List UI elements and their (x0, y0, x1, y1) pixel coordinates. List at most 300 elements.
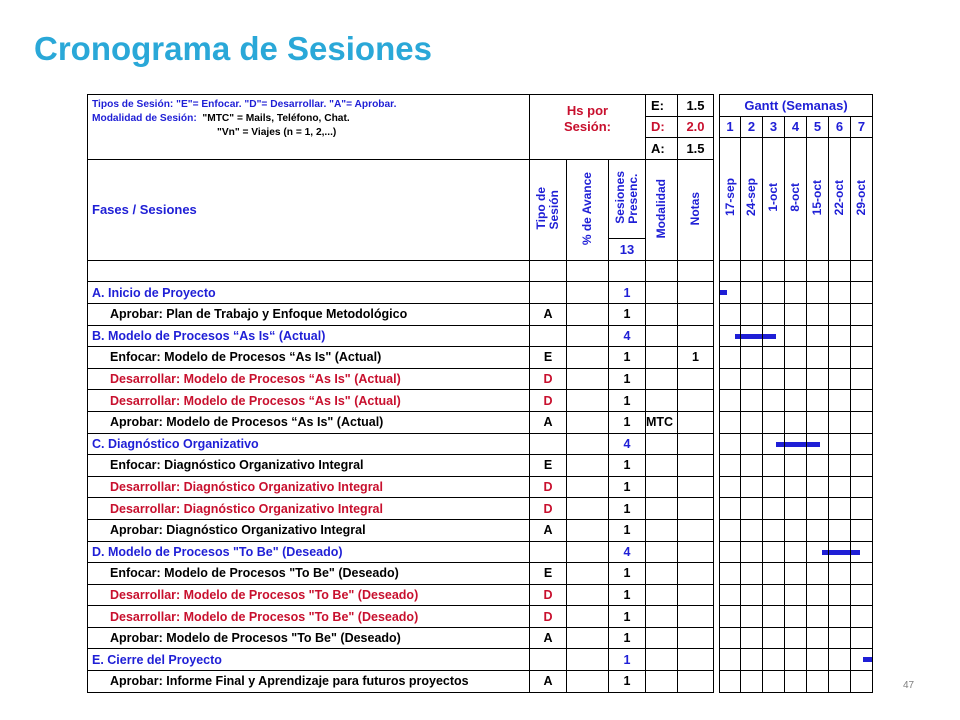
session-type: D (530, 390, 567, 412)
session-type: E (530, 563, 567, 585)
week-date: 8-oct (785, 138, 807, 261)
session-row (88, 411, 873, 433)
progress-cell (567, 476, 609, 498)
session-count: 1 (609, 282, 646, 304)
gantt-cell (851, 390, 873, 412)
session-count: 1 (609, 347, 646, 369)
phase-row (88, 541, 873, 563)
session-label: Enfocar: Diagnóstico Organizativo Integral (88, 455, 530, 477)
session-type (530, 541, 567, 563)
gantt-cell (829, 671, 851, 693)
gantt-cell (763, 649, 785, 671)
gantt-cell (741, 541, 763, 563)
gantt-cell (851, 455, 873, 477)
gantt-cell (851, 476, 873, 498)
gantt-cell (785, 563, 807, 585)
progress-cell (567, 563, 609, 585)
gantt-cell (829, 325, 851, 347)
gantt-cell (720, 563, 741, 585)
session-count: 1 (609, 303, 646, 325)
session-modality: MTC (646, 411, 678, 433)
session-count: 1 (609, 390, 646, 412)
session-notes (678, 627, 714, 649)
gantt-cell (741, 627, 763, 649)
progress-cell (567, 411, 609, 433)
gantt-cell (807, 563, 829, 585)
gantt-cell (763, 541, 785, 563)
gantt-cell (763, 671, 785, 693)
gantt-cell (829, 498, 851, 520)
gantt-cell (851, 671, 873, 693)
session-label: Aprobar: Modelo de Procesos “As Is" (Actual) (88, 411, 530, 433)
gantt-cell (763, 627, 785, 649)
gantt-cell (851, 519, 873, 541)
gantt-cell (741, 563, 763, 585)
gantt-cell (785, 541, 807, 563)
hours-per-session-header (530, 95, 646, 160)
gantt-cell (741, 671, 763, 693)
session-modality (646, 433, 678, 455)
progress-cell (567, 671, 609, 693)
gantt-cell (851, 498, 873, 520)
gantt-cell (807, 627, 829, 649)
gantt-cell (741, 368, 763, 390)
gantt-cell (763, 476, 785, 498)
session-type (530, 649, 567, 671)
gantt-cell (741, 476, 763, 498)
session-type: D (530, 606, 567, 628)
gantt-cell (720, 584, 741, 606)
gantt-cell (785, 519, 807, 541)
gantt-cell (807, 282, 829, 304)
session-count: 1 (609, 498, 646, 520)
session-type: D (530, 498, 567, 520)
hours-type-a-label: A: (646, 138, 678, 160)
week-number: 2 (741, 116, 763, 138)
progress-cell (567, 584, 609, 606)
session-label: Enfocar: Modelo de Procesos “As Is" (Actual) (88, 347, 530, 369)
session-row (88, 347, 873, 369)
sesiones-header: Sesiones Presenc. (609, 159, 646, 238)
session-type: A (530, 303, 567, 325)
gantt-cell (785, 627, 807, 649)
session-type: E (530, 347, 567, 369)
session-type: E (530, 455, 567, 477)
session-count: 1 (609, 476, 646, 498)
gantt-cell (741, 433, 763, 455)
gantt-cell (741, 455, 763, 477)
session-type (530, 282, 567, 304)
gantt-cell (829, 606, 851, 628)
hours-type-d-value: 2.0 (678, 116, 714, 138)
header-row-1 (88, 95, 873, 117)
progress-cell (567, 347, 609, 369)
gantt-cell (720, 347, 741, 369)
sesiones-total: 13 (609, 238, 646, 260)
hours-type-d-label: D: (646, 116, 678, 138)
gantt-cell (851, 303, 873, 325)
session-label: Enfocar: Modelo de Procesos "To Be" (Deseado) (88, 563, 530, 585)
gantt-cell (829, 455, 851, 477)
tipo-header: Tipo de Sesión (530, 159, 567, 260)
session-type: D (530, 368, 567, 390)
session-count: 4 (609, 541, 646, 563)
gantt-bar (720, 290, 727, 295)
phase-row (88, 282, 873, 304)
gantt-cell (807, 519, 829, 541)
gantt-cell (720, 455, 741, 477)
session-label: Desarrollar: Modelo de Procesos “As Is" (Actual) (88, 368, 530, 390)
gantt-cell (829, 390, 851, 412)
session-count: 4 (609, 433, 646, 455)
gantt-cell (763, 347, 785, 369)
gantt-cell (851, 627, 873, 649)
session-modality (646, 303, 678, 325)
session-notes (678, 519, 714, 541)
fases-header: Fases / Sesiones (88, 159, 530, 260)
session-modality (646, 671, 678, 693)
gantt-bar (785, 442, 807, 447)
gantt-cell (807, 584, 829, 606)
phase-label: B. Modelo de Procesos “As Is“ (Actual) (88, 325, 530, 347)
gantt-cell (763, 498, 785, 520)
gantt-cell (741, 390, 763, 412)
legend-viajes: "Vn" = Viajes (n = 1, 2,...) (217, 127, 337, 138)
gantt-cell (741, 325, 763, 347)
gantt-cell (807, 541, 829, 563)
gantt-cell (720, 606, 741, 628)
session-count: 1 (609, 519, 646, 541)
session-label: Desarrollar: Diagnóstico Organizativo Integral (88, 476, 530, 498)
session-label: Aprobar: Diagnóstico Organizativo Integral (88, 519, 530, 541)
gantt-bar (851, 550, 860, 555)
gantt-cell (851, 347, 873, 369)
week-date: 24-sep (741, 138, 763, 261)
week-date: 1-oct (763, 138, 785, 261)
phase-label: D. Modelo de Procesos "To Be" (Deseado) (88, 541, 530, 563)
gantt-cell (741, 347, 763, 369)
gantt-cell (720, 390, 741, 412)
gantt-cell (829, 519, 851, 541)
gantt-cell (763, 368, 785, 390)
gantt-bar (863, 657, 872, 662)
gantt-cell (829, 411, 851, 433)
session-notes (678, 498, 714, 520)
gantt-cell (829, 563, 851, 585)
session-notes (678, 476, 714, 498)
session-count: 1 (609, 368, 646, 390)
gantt-cell (741, 606, 763, 628)
progress-cell (567, 325, 609, 347)
gantt-bar (776, 442, 784, 447)
gantt-cell (785, 282, 807, 304)
progress-cell (567, 627, 609, 649)
session-type: A (530, 627, 567, 649)
session-type: A (530, 411, 567, 433)
gantt-cell (720, 498, 741, 520)
gantt-cell (785, 325, 807, 347)
session-row (88, 606, 873, 628)
session-count: 4 (609, 325, 646, 347)
phase-label: A. Inicio de Proyecto (88, 282, 530, 304)
week-date: 15-oct (807, 138, 829, 261)
gantt-cell (807, 433, 829, 455)
phase-row (88, 325, 873, 347)
gantt-cell (807, 325, 829, 347)
gantt-cell (741, 282, 763, 304)
session-notes (678, 303, 714, 325)
progress-cell (567, 368, 609, 390)
gantt-cell (763, 584, 785, 606)
session-count: 1 (609, 627, 646, 649)
week-number: 3 (763, 116, 785, 138)
gantt-cell (851, 541, 873, 563)
gantt-cell (807, 671, 829, 693)
gantt-cell (720, 649, 741, 671)
gantt-cell (720, 325, 741, 347)
hours-type-a-value: 1.5 (678, 138, 714, 160)
gantt-cell (741, 649, 763, 671)
gantt-cell (851, 606, 873, 628)
phase-label: E. Cierre del Proyecto (88, 649, 530, 671)
session-modality (646, 519, 678, 541)
session-modality (646, 606, 678, 628)
session-row (88, 671, 873, 693)
session-count: 1 (609, 606, 646, 628)
gantt-cell (829, 368, 851, 390)
session-schedule-table (87, 94, 873, 693)
week-date: 22-oct (829, 138, 851, 261)
gantt-cell (763, 433, 785, 455)
gantt-cell (741, 498, 763, 520)
gantt-cell (785, 498, 807, 520)
header-spacer (88, 260, 873, 282)
session-label: Aprobar: Plan de Trabajo y Enfoque Metodológico (88, 303, 530, 325)
progress-cell (567, 519, 609, 541)
progress-cell (567, 606, 609, 628)
session-modality (646, 584, 678, 606)
progress-cell (567, 541, 609, 563)
modalidad-header: Modalidad (646, 159, 678, 260)
session-notes (678, 455, 714, 477)
gantt-cell (829, 282, 851, 304)
gantt-cell (785, 606, 807, 628)
session-modality (646, 627, 678, 649)
session-type (530, 325, 567, 347)
progress-cell (567, 455, 609, 477)
notas-header: Notas (678, 159, 714, 260)
gantt-cell (763, 455, 785, 477)
hours-per-session-label: Hs por Sesión: (564, 103, 611, 134)
gantt-cell (720, 627, 741, 649)
gantt-cell (785, 390, 807, 412)
session-notes (678, 584, 714, 606)
session-count: 1 (609, 455, 646, 477)
gantt-cell (851, 584, 873, 606)
session-label: Desarrollar: Modelo de Procesos "To Be" (Deseado) (88, 584, 530, 606)
gantt-cell (829, 627, 851, 649)
session-row (88, 455, 873, 477)
session-row (88, 390, 873, 412)
gantt-cell (851, 282, 873, 304)
session-count: 1 (609, 411, 646, 433)
gantt-cell (741, 519, 763, 541)
progress-cell (567, 433, 609, 455)
session-row (88, 519, 873, 541)
week-number: 4 (785, 116, 807, 138)
gantt-cell (807, 303, 829, 325)
avance-header: % de Avance (567, 159, 609, 260)
gantt-cell (807, 498, 829, 520)
phase-row (88, 649, 873, 671)
gantt-cell (851, 411, 873, 433)
session-type: D (530, 584, 567, 606)
session-notes (678, 671, 714, 693)
week-number: 6 (829, 116, 851, 138)
week-number: 7 (851, 116, 873, 138)
gantt-cell (763, 411, 785, 433)
gantt-cell (807, 476, 829, 498)
session-count: 1 (609, 671, 646, 693)
slide-title: Cronograma de Sesiones (34, 30, 432, 67)
session-label: Desarrollar: Diagnóstico Organizativo Integral (88, 498, 530, 520)
gantt-cell (720, 411, 741, 433)
session-modality (646, 563, 678, 585)
session-notes: 1 (678, 347, 714, 369)
session-type: D (530, 476, 567, 498)
session-notes (678, 606, 714, 628)
gantt-cell (763, 563, 785, 585)
session-notes (678, 433, 714, 455)
session-notes (678, 390, 714, 412)
gantt-cell (785, 433, 807, 455)
session-notes (678, 649, 714, 671)
gantt-cell (829, 303, 851, 325)
session-modality (646, 649, 678, 671)
session-notes (678, 282, 714, 304)
session-notes (678, 563, 714, 585)
gantt-cell (851, 433, 873, 455)
session-type: A (530, 519, 567, 541)
gantt-cell (785, 347, 807, 369)
gantt-cell (763, 519, 785, 541)
gantt-bar (829, 550, 851, 555)
session-type: A (530, 671, 567, 693)
gantt-cell (720, 368, 741, 390)
gantt-cell (785, 584, 807, 606)
session-legend (88, 95, 530, 160)
gantt-cell (763, 390, 785, 412)
session-row (88, 476, 873, 498)
gantt-cell (807, 390, 829, 412)
gantt-cell (785, 411, 807, 433)
gantt-cell (720, 671, 741, 693)
session-label: Desarrollar: Modelo de Procesos "To Be" (Deseado) (88, 606, 530, 628)
gantt-cell (741, 411, 763, 433)
gantt-bar (807, 442, 820, 447)
gantt-cell (785, 476, 807, 498)
session-row (88, 498, 873, 520)
gantt-cell (807, 368, 829, 390)
gantt-cell (807, 606, 829, 628)
legend-modalidad: Modalidad de Sesión: "MTC" = Mails, Teléfono, Chat. (92, 113, 350, 124)
week-number: 5 (807, 116, 829, 138)
gantt-cell (720, 476, 741, 498)
week-number: 1 (720, 116, 741, 138)
session-modality (646, 325, 678, 347)
session-label: Aprobar: Informe Final y Aprendizaje para futuros proyectos (88, 671, 530, 693)
gantt-cell (763, 325, 785, 347)
gantt-cell (785, 649, 807, 671)
gantt-cell (851, 368, 873, 390)
gantt-cell (829, 347, 851, 369)
gantt-cell (851, 649, 873, 671)
session-notes (678, 411, 714, 433)
session-row (88, 303, 873, 325)
session-row (88, 563, 873, 585)
gantt-cell (741, 303, 763, 325)
progress-cell (567, 282, 609, 304)
session-label: Aprobar: Modelo de Procesos "To Be" (Deseado) (88, 627, 530, 649)
gantt-cell (720, 303, 741, 325)
gantt-cell (720, 282, 741, 304)
progress-cell (567, 649, 609, 671)
session-row (88, 368, 873, 390)
gantt-cell (763, 303, 785, 325)
gantt-cell (807, 411, 829, 433)
gantt-cell (741, 584, 763, 606)
progress-cell (567, 498, 609, 520)
session-modality (646, 368, 678, 390)
session-modality (646, 455, 678, 477)
gantt-cell (785, 368, 807, 390)
session-label: Desarrollar: Modelo de Procesos “As Is" (Actual) (88, 390, 530, 412)
week-date: 17-sep (720, 138, 741, 261)
progress-cell (567, 303, 609, 325)
gantt-cell (763, 282, 785, 304)
session-notes (678, 541, 714, 563)
session-count: 1 (609, 563, 646, 585)
session-modality (646, 498, 678, 520)
gantt-cell (829, 541, 851, 563)
gantt-cell (720, 541, 741, 563)
session-type (530, 433, 567, 455)
session-modality (646, 541, 678, 563)
page-number: 47 (903, 680, 915, 691)
session-row (88, 627, 873, 649)
hours-type-e-value: 1.5 (678, 95, 714, 117)
gantt-cell (829, 476, 851, 498)
week-date: 29-oct (851, 138, 873, 261)
gantt-cell (829, 433, 851, 455)
session-row (88, 584, 873, 606)
phase-row (88, 433, 873, 455)
gantt-cell (785, 671, 807, 693)
session-count: 1 (609, 584, 646, 606)
hours-type-e-label: E: (646, 95, 678, 117)
gantt-cell (851, 563, 873, 585)
gantt-cell (851, 325, 873, 347)
gantt-cell (807, 455, 829, 477)
gantt-cell (785, 455, 807, 477)
session-notes (678, 368, 714, 390)
progress-cell (567, 390, 609, 412)
phase-label: C. Diagnóstico Organizativo (88, 433, 530, 455)
legend-tipos: Tipos de Sesión: "E"= Enfocar. "D"= Desarrollar. "A"= Aprobar. (92, 99, 397, 110)
session-modality (646, 347, 678, 369)
session-count: 1 (609, 649, 646, 671)
session-notes (678, 325, 714, 347)
